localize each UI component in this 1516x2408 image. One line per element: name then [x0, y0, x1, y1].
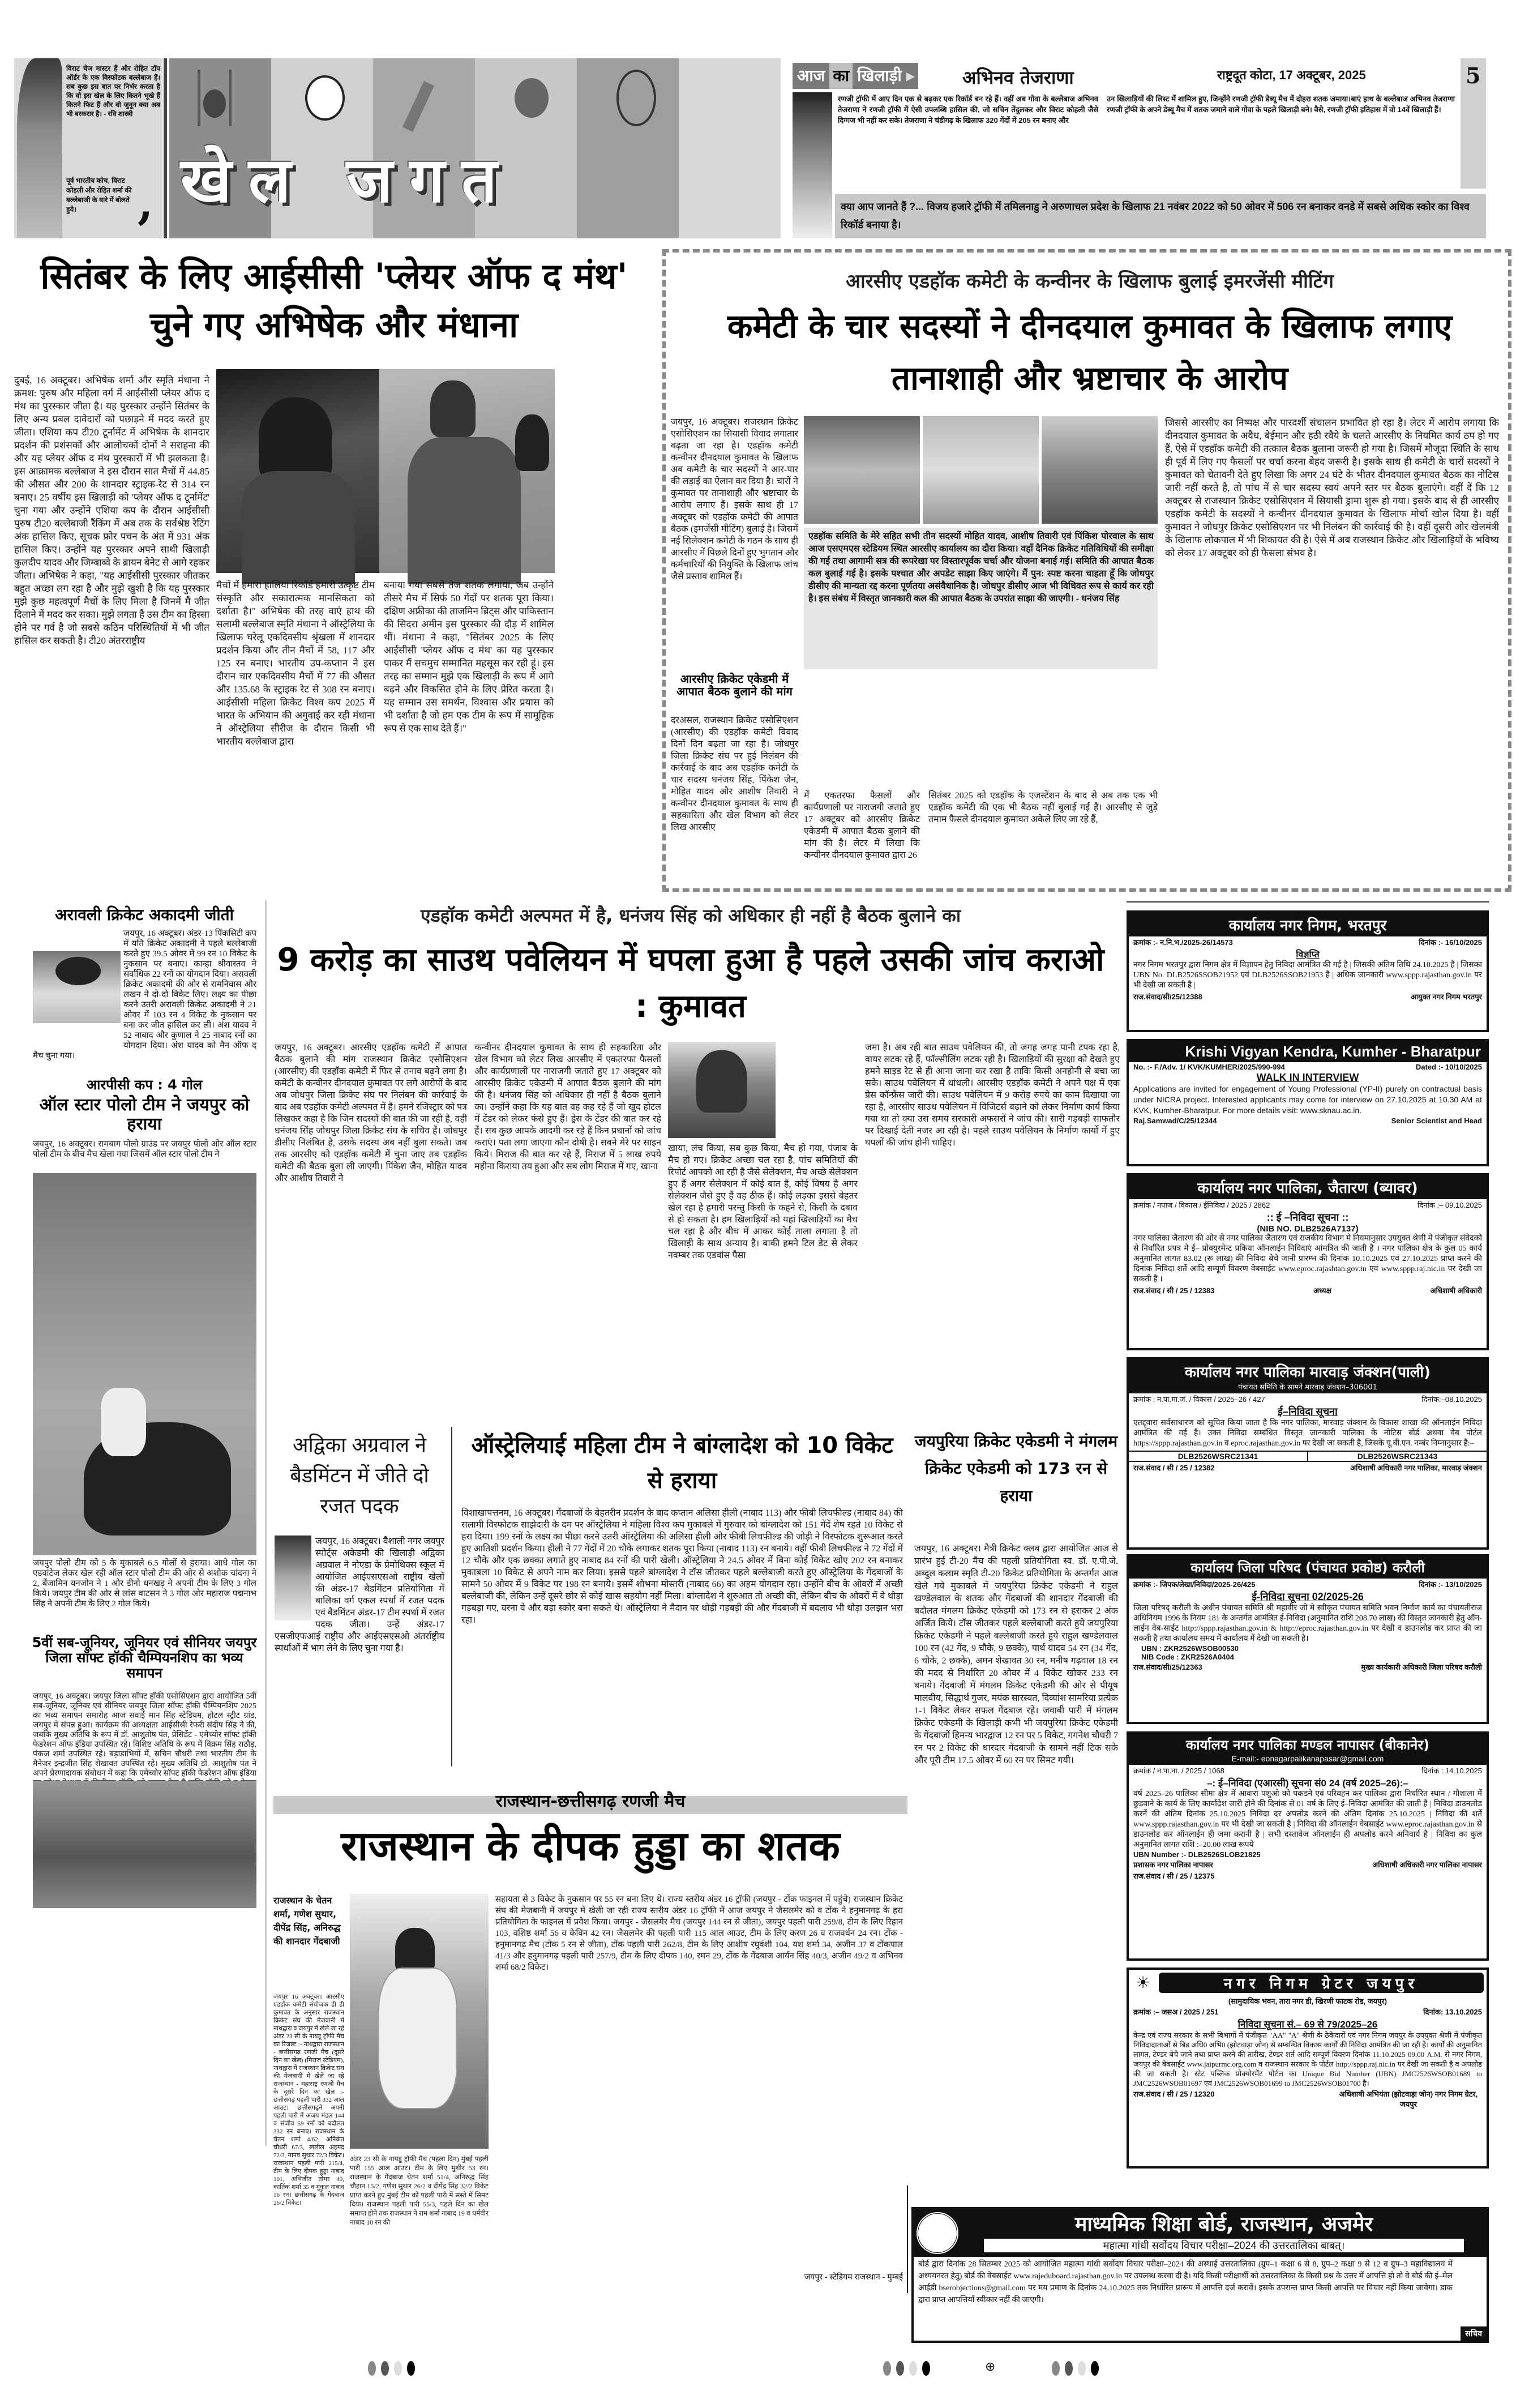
ad-title: Krishi Vigyan Kendra, Kumher - Bharatpur [1129, 1041, 1487, 1062]
left-column-rule [265, 900, 267, 2146]
label-aaj: आज [793, 63, 829, 89]
jaipuria-headline: जयपुरिया क्रिकेट एकेडमी ने मंगलम क्रिकेट एकेडमी को 173 रन से हराया [914, 1432, 1118, 1505]
tennis-icon [616, 70, 656, 126]
quote-mark-icon: , [138, 176, 153, 229]
australia-headline: ऑस्ट्रेलियाई महिला टीम ने बांग्लादेश को 10 विकेट से हराया [471, 1432, 893, 1494]
color-swatch-gray [368, 2361, 376, 2376]
ad-code: राज.संवाद / सी / 25 / 12383 [1133, 1286, 1215, 1295]
ad-signatory: मुख्य कार्यकारी अधिकारी जिला परिषद करौली [1361, 1663, 1482, 1671]
ad-ref: क्रमांक :– जसअ / 2025 / 251 [1133, 2008, 1219, 2016]
badminton-rule [451, 1427, 452, 1767]
color-swatch-dark [381, 2361, 389, 2376]
section-logo: खेल जगत [181, 144, 515, 216]
ad-notice-title: :: ई –निविदा सूचना :: [1266, 1212, 1349, 1223]
ad-title: कार्यालय नगर निगम, भरतपुर [1129, 913, 1487, 936]
rca-meeting-photo-2 [923, 416, 1039, 524]
rca-col3: सितंबर 2025 को एडहॉक के एजस्टेंशन के बाद से अब तक एक भी एडहॉक कमेटी की एक भी बैठक नहीं बुलाई गई है। आरसीए से जुड़े तमाम फैसले दीनदयाल कुमावत अकेले लिए जा रहे हैं, [928, 791, 1158, 824]
ad-jaitaran [1127, 1173, 1489, 1350]
cricket-ball-icon [203, 89, 226, 118]
ad-ubn-2: DLB2526WSRC21343 [1357, 1452, 1438, 1461]
hooda-photo [350, 1894, 489, 2149]
player-col1: रणजी ट्रॉफी में आए दिन एक से बढ़कर एक रिकॉर्ड बन रहे हैं। वहीं अब गोवा के बल्लेबाज अभिनव तेजराणा ने रणजी ट्रॉफी में ऐसी उपलब्धि हासिल की, जो सचिन तेंदुलकर और विराट कोहली जैसे दिग्गज भी नहीं कर सके। तेजराणा ने चंडीगढ़ के खिलाफ 320 गेंदों में 205 रन बनाए और [838, 95, 1098, 125]
label-ka: का [829, 63, 853, 89]
quote-text: विराट चेज मास्टर हैं और रोहित टॉप ऑर्डर के एक विस्फोटक बल्लेबाज हैं। सब कुछ इस बात पर निर्भर करता है कि वो इस खेल के लिए कितने भूखे हैं कितने फिट हैं और वो जुनून क्या अब भी बरकरार है। - रवि शास्त्री [66, 65, 160, 118]
color-swatch-gray [1052, 2361, 1060, 2376]
ad-title: कार्यालय नगर पालिका मारवाड़ जंक्शन(पाली) [1129, 1359, 1487, 1382]
ad-title: माध्यमिक शिक्षा बोर्ड, राजस्थान, अजमेर [961, 2209, 1487, 2237]
jaipuria-text: जयपुर, 16 अक्टूबर। मैत्री क्रिकेट क्लब द्वारा आयोजित आज से प्रारंभ हुई टी-20 मैच की पहली प्रतियोगिता स्व. डॉ. ए.पी.जे. अब्दुल कलाम स्मृति टी-20 क्रिकेट प्रतियोगिता के अन्तर्गत आज खेले गये मुकाबले में जयपुरिया क्रिकेट एकेडमी ने राहुल खण्डेलवाल के शतक और गेंदबाजों की शानदार गेंदबाजी की बदौलत मंगलम क्रिकेट एकेडमी को 173 रन से हराकर 2 अंक अर्जित किये। टॉस जीतकर पहले बल्लेबाजी करते हुये जयपुरिया क्रिकेट एकेडमी ने पहले बल्लेबाजी करते हुये राहुल खण्डेलवाल 100 रन (42 गेंद, 9 चौके, 9 छक्के), पार्थ यादव 54 रन (34 गेंद, 6 चौके, 2 छक्के), अमन शेखावत 30 रन, मनीष गढ़वाल 18 रन की मदद से निर्धारित 20 ओवर में 4 विकेट खोकर 233 रन बनाये। गेंदबाजी में मंगलम क्रिकेट एकेडमी की ओर से पीयूष मालवीय, सिद्धार्थ गुजर, मयंक सारस्वत, दिव्यांश सामरिया प्रत्येक 1-1 विकेट लेकर सफल गेंदबाज रहे। जवाबी पारी में मंगलम क्रिकेट एकेडमी के खिलाड़ी कभी भी जयपुरिया क्रिकेट एकेडमी के गेंदबाजों हिमन्य भारद्वाज 12 रन पर 5 विकेट, गगनेश चौधरी 7 रन पर 2 विकेट की धारदार गेंदबाजी के सामने नहीं टिक सके और पूरी टीम 17.5 ओवर में 60 रन पर सिमट गयी। [914, 1544, 1118, 1765]
icc-col1: दुबई, 16 अक्टूबर। अभिषेक शर्मा और स्मृति मंधाना ने क्रमश: पुरुष और महिला वर्ग में आईसीसी प्लेयर ऑफ द मंथ का पुरस्कार जीता है। यह पुरस्कार उन्होंने सितंबर के लिए अन्य प्रबल दावेदारों को पछाड़ने में मदद करते हुए जीता। एशिया कप टी20 टूर्नामेंट में अभिषेक के शानदार प्रदर्शन की प्रशंसकों और आलोचकों दोनों ने सराहना की और यह प्लेयर ऑफ द मंथ पुरस्कारों में भी झलकता है। इस आक्रामक बल्लेबाज ने इस दौरान सात मैचों में 44.85 की औसत और 200 के शानदार स्ट्राइक-रेट से 314 रन बनाए। 25 वर्षीय इस खिलाड़ी को 'प्लेयर ऑफ द टूर्नामेंट' चुना गया और उन्होंने एशिया कप के दौरान आईसीसी पुरुष टी20 बल्लेबाजी रैंकिंग में अब तक के सर्वश्रेष्ठ रेटिंग अंक हासिल किए, सूचक फ्रोर पचन के अंत में 931 अंक हासिल किए। उन्होंने यह पुरस्कार अपने साथी खिलाड़ी कुलदीप यादव और जिम्बाब्वे के ब्रायन बेनेट से आगे रहकर जीता। अभिषेक ने कहा, "यह आईसीसी पुरस्कार जीतकर बहुत अच्छा लग रहा है और मुझे खुशी है कि यह पुरस्कार मुझे कुछ महत्वपूर्ण मैचों के लिए मिला है जिनमें मैं जीत दिलाने में मदद कर सका। मुझे लगता है उस टीम का हिस्सा होने पर गर्व है जो सबसे कठिन परिस्थितियों में भी जीत हासिल कर सकती है। टी20 अंतरराष्ट्रीय [14, 375, 209, 646]
ad-subtitle: पंचायत समिति के सामने मारवाड़ जंक्शन–306001 [1129, 1382, 1487, 1393]
hockey-text: जयपुर, 16 अक्टूबर। जयपुर जिला सॉफ्ट हॉकी एसोसिएशन द्वारा आयोजित 5वीं सब-जूनियर, जूनियर एवं सीनियर जयपुर जिला सॉफ्ट हॉकी चैम्पियनशिप 2025 का भव्य समापन समारोह आज सवाई मान सिंह स्टेडियम, होटल स्ट्रीट ग्रांड, जयपुर में संपन्न हुआ। कार्यक्रम की अध्यक्षता आईसीसी रेफरी संदीप सिंह ने की, जबकि मुख्य अतिथि के रूप में डॉ. आशुतोष पंत, प्रेसिडेंट - एमेच्योर सॉफ्ट हॉकी फेडरेशन ऑफ इंडिया उपस्थित रहे। विशिष्ट अतिथि के रूप में विक्रम सिंह राठौड़, पंकज शर्मा उपस्थित रहे। बड़ाडाभियों में, सचिन चौधरी तथा भारतीय टीम के मैनेजर इन्द्रजीत सिंह शेखावत उपस्थित रहे। मुख्य अतिथि डॉ. आशुतोष पंत ने अपने प्रेरणादायक संबोधन में कहा कि एमेच्योर सॉफ्ट हॉकी फेडरेशन ऑफ इंडिया [33, 1692, 256, 1778]
ad-subtitle: E-mail:- eonagarpalikanapasar@gmail.com [1129, 1754, 1487, 1765]
header-divider [164, 58, 167, 238]
ad-rbse-ajmer [911, 2207, 1489, 2343]
ad-ubn: UBN : ZKR2526WSOB00530 [1141, 1644, 1239, 1653]
jmc-emblem-icon: ☀ [1136, 1973, 1150, 1992]
rca-col1: जयपुर, 16 अक्टूबर। राजस्थान क्रिकेट एसोसिएशन का सियासी विवाद लगातार बढ़ता जा रहा है। एडहॉक कमेटी कन्वीनर दीनदयाल कुमावत के खिलाफ अब कमेटी के चार सदस्यों ने आर-पार की लड़ाई का ऐलान कर दिया है। चारों ने कुमावत पर तानाशाही और भ्रष्टाचार के आरोप लगाए हैं। इसके साथ ही 17 अक्टूबर को एडहॉक कमेटी की आपात बैठक (इमर्जेंसी मीटिंग) बुलाई है। जिसमें नई सिलेक्शन कमेटी के गठन के साथ ही आरसीए में पिछले दिनों हुए भुगतान और कर्मचारियों की नियुक्ति के खिलाफ जांच जैसे प्रस्ताव शामिल हैं। [671, 417, 798, 581]
ad-signatory: अधिशाषी अधिकारी नगर पालिका नापासर [1372, 1860, 1482, 1869]
ad-title: कार्यालय जिला परिषद (पंचायत प्रकोष्ठ) करौली [1129, 1556, 1487, 1579]
ad-body: जिला परिषद् करौली के अधीन पंचायत समिति श्री महावीर जी मे स्वीकृत पंचायत समिति भवन निर्माण कार्य का पंचायतीराज अधिनियम 1996 के नियम 181 के अन्तर्गत आमंत्रित ई-निविदा (अनुमानित राशि 208.70 लाख) की विस्तृत जानकारी हेतु ऑन-लाईन वेब-साईट http://sppp.rajasthan.gov.in & http://eproc.rajasthan.gov.in पर देखी व डाउनलोड कर प्राप्त की जा सकती है तथा कार्यालय समय में कार्यालय में देखी जा सकती है। [1133, 1604, 1482, 1643]
ad-body: नगर निगम भरतपुर द्वारा निगम क्षेत्र में विज्ञापन हेतु निविदा आमंत्रित की गई है | जिसकी अंतिम तिथि 24.10.2025 है | जिसका UBN No. DLB2526SSOB21952 एवं DLB2526SSOB21953 है | अधिक जानकारी www.sppp.rajasthan.gov.in पर भी देखी जा सकती है | [1133, 961, 1482, 990]
play-arrow-icon: ▶ [906, 63, 918, 89]
ad-notice-title: –: ई–निविदा (एआरसी) सूचना सं0 24 (वर्ष 2025–26):– [1207, 1778, 1408, 1789]
ad-code: Raj.Samwad/C/25/12344 [1133, 1117, 1217, 1125]
ad-title: कार्यालय नगर पालिका, जैतारण (ब्यावर) [1129, 1175, 1487, 1199]
ad-body: केन्द्र एवं राज्य सरकार के सभी बिभागों में पंजीकृत "AA" "A" श्रेणी के ठेकेदारों एवं नगर निगम जयपुर के उपयुक्त श्रेणी में पंजीकृत निविदादाताओं से बिड अधि0 अभि0 (झोटवाड़ा जोन) से सम्बन्धित विकास कार्यों की निविदा आमंत्रित की जा रही है। कार्यों की अनुमानित लागत, टेण्डर बेचे जाने तथा प्राप्त करने की तारीख, टेण्डर शर्त आदि सम्पूर्ण विवरण दिनांक 11.10.2025 09.00 A.M. से नगर निगम, जयपुर की बेबसाईट www.jaipurmc.org.com व राजस्थान सरकार के पोर्टल http://sppp.raj.nic.in पर देखी जा सकती है व अपलोड की जा सकती है। स्टेट पब्लिक प्रोक्योरमेंट पोर्टल का Unique Bid Number (UBN) JMC2526WSOB01689 to JMC2526WSOB01697 एवं JMC2526WSOB01699 to JMC2526WSOB01700 है। [1133, 2031, 1482, 2088]
mandhana-photo [379, 369, 555, 573]
abhishek-photo [216, 369, 379, 573]
ads-top-rule [1127, 901, 1489, 903]
player-name: अभिनव तेजराणा [962, 67, 1074, 88]
ad-karauli [1127, 1554, 1489, 1724]
ranji-kicker: राजस्थान-छत्तीसगढ़ रणजी मैच [495, 1791, 686, 1811]
ad-ref: क्रमांक :- न.नि.भ./2025-26/14573 [1133, 938, 1233, 947]
pavilion-col1: जयपुर, 16 अक्टूबर। आरसीए एडहॉक कमेटी में आपात बैठक बुलाने की मांग राजस्थान क्रिकेट एसोसिएशन (आरसीए) की एडहॉक कमेटी में फिर से तनाव बढ़ने लगा है। कमेटी के कन्वीनर दीनदयाल कुमावत पर लगे आरोपों के बाद अब जोधपुर जिला क्रिकेट संघ पर निलंबन की कार्रवाई के बाद अब एडहॉक कमेटी अल्पमत में है। हमने रजिस्ट्रार को पत्र लिखकर कहा है कि जिन सदस्यों की बात की जा रही है, वही धनंजय सिंह जोधपुर जिला क्रिकेट संघ के सचिव हैं। जोधपुर डीसीए निलंबित है, उसके सदस्य अब नहीं बुला सकते। जब तक आरसीए को एडहॉक कमेटी में चुना जाए तब एडहॉक कमेटी की बैठक बुला ली जाएगी। पिंकेश जैन, मोहित यादव और आशीष तिवारी ने [275, 1043, 467, 1183]
rca-quote-text: एडहॉक समिति के मेरे सहित सभी तीन सदस्यों मोहित यादव, आशीष तिवारी एवं पिंकिश पोरवाल के साथ आज एसएमएस स्टेडियम स्थित आरसीए कार्यालय का दौरा किया। वहाँ दैनिक क्रिकेट गतिविधियों की समीक्षा की गई तथा आगामी सत्र की रूपरेखा पर विस्तारपूर्वक चर्चा और योजना बनाई गई। समिति की आपात बैठक कल बुलाई गई है। इसके पश्चात और अपडेट साझा किए जाएंगे। मैं पुन: स्पष्ट करना चाहता हूँ कि जोधपुर डीसीए की मान्यता रद्द करना पूर्णतया असंवैधानिक है। जोधपुर डीसीए आज भी विधिवत रूप से कार्य कर रही है। इस संबंध में विस्तृत जानकारी कल की आपात बैठक के उपरांत साझा की जाएगी। - धनंजय सिंह [808, 532, 1154, 604]
australia-text: विशाखापत्तनम, 16 अक्टूबर। गेंदबाजों के बेहतरीन प्रदर्शन के बाद कप्तान अलिसा हीली (नाबाद 113) और फीबी लिचफील्ड (नाबाद 84) की सलामी विस्फोटक साझेदारी के दम पर ऑस्ट्रेलिया ने महिला विश्व कप मुकाबले में गुरुवार को बांग्लादेश को 151 गेंदें शेष रहते 10 विकेट से हरा दिया। 199 रनों के लक्ष्य का पीछा करने उतरी ऑस्ट्रेलिया की अलिसा हीली और फीबी लिचफील्ड की जोड़ी ने विस्फोटक शुरूआत करते हुए आतिशी प्रदर्शन किया। हीली ने 77 गेंदों में 20 चौके लगाकर शतक पूरा किया (नाबाद 113) रन बनाये। वहीं फीबी लिचफील्ड ने 72 गेंदों में 12 चौके और एक छक्का लगाते हुए नाबाद 84 रनों की पारी खेली। ऑस्ट्रेलिया ने 24.5 ओवर में बिना कोई विकेट खोए 202 रन बनाकर मुकाबला 10 विकेट से अपने नाम कर लिया। इससे पहले बांग्लादेश ने टॉस जीतकर पहले बल्लेबाजी करते हुए ऑस्ट्रेलिया के गेंदबाजों के सामने 50 ओवर में 9 विकेट पर 198 रन बनाये। इसमें शोभना मोस्तरी (नाबाद 66) का अहम योगदान रहा। उन्होंने बीच के ओवरों में अच्छी बल्लेबाजी की, लेकिन उन्हें दूसरे छोर से कोई खास सहयोग नहीं मिला। बांग्लादेश ने शुरुआत तो अच्छी की, लेकिन बीच के ओवरों में वे थोड़ा गड़बड़ा गए, वरना वे और बड़ा स्कोर बना सकते थे। ऑस्ट्रेलिया ने मैदान पर थोड़ी गड़बड़ी की और गेंदबाजी में बदलाव भी थोड़ा उलझन भरा रहा। [461, 1508, 903, 1625]
ad-notice-title: ई–निविदा सूचना [1278, 1406, 1338, 1417]
badminton-headline: अद्विका अग्रवाल ने बैडमिंटन में जीते दो रजत पदक [290, 1433, 429, 1517]
ad-kvk-kumher [1127, 1039, 1489, 1166]
ad-notice-title: निविदा सूचना सं.– 69 से 79/2025–26 [1237, 2019, 1378, 2030]
polo-kicker: आरपीसी कप : 4 गोल [86, 1077, 203, 1093]
pavilion-headline: 9 करोड़ का साउथ पवेलियन में घपला हुआ है पहले उसकी जांच कराओ : कुमावत [277, 942, 1104, 1025]
ad-code: राज.संवाद / सी / 25 / 12320 [1133, 2090, 1215, 2098]
rca-col2: में एकतरफा फैसलों और कार्यप्रणाली पर नाराजगी जताते हुए 17 अक्टूबर को आरसीए क्रिकेट एकेडमी में आपात बैठक बुलाने की मांग की है। लेटर में लिखा कि कन्वीनर दीनदयाल कुमावत द्वारा 26 [804, 791, 920, 860]
rca-col1b: दरअसल, राजस्थान क्रिकेट एसोसिएशन (आरसीए) की एडहॉक कमेटी विवाद दिनों दिन बढ़ता जा रहा है। जोधपुर जिला क्रिकेट संघ पर हुई निलंबन की कार्रवाई के बाद अब एडहॉक कमेटी के चार सदस्य धनंजय सिंह, पिंकेश जैन, मोहित यादव और आशीष तिवारी ने कन्वीनर दीनदयाल कुमावत के साथ ही सहकारिता और खेल विभाग को लेटर लिख आरसीए [671, 716, 798, 832]
board-seal-icon [916, 2212, 959, 2255]
color-swatch-black [1091, 2361, 1099, 2376]
ad-title: नगर निगम ग्रेटर जयपुर [1159, 1973, 1484, 1993]
ad-greater-jaipur [1127, 1968, 1489, 2169]
hooda-photo-caption: जयपुर - स्टेडियम राजस्थान - मुम्बई [804, 2272, 903, 2281]
ad-code: राज.संवाद / सी / 25 / 12382 [1133, 1464, 1215, 1472]
player-photo [793, 92, 832, 238]
rca-headline: कमेटी के चार सदस्यों ने दीनदयाल कुमावत के खिलाफ लगाए तानाशाही और भ्रष्टाचार के आरोप [727, 307, 1453, 397]
ad-signatory: अधिशाषी अधिकारी नगर पालिका, मारवाड़ जंक्शन [1350, 1464, 1482, 1472]
badminton-text [275, 1536, 444, 1765]
color-swatch-dark [1065, 2361, 1073, 2376]
ad-code: राज.संवाद / सी / 25 / 12375 [1133, 1872, 1215, 1880]
pavilion-col2: कन्वीनर दीनदयाल कुमावत के साथ ही सहकारिता और खेल विभाग को लेटर लिख आरसीए में एकतरफा फैसलों और कार्यप्रणाली पर नाराजगी जताते हुए 17 अक्टूबर को आरसीए क्रिकेट एकेडमी में आपात बैठक बुलाने की मांग की है। धनंजय सिंह को अधिकार ही नहीं है बैठक बुलाने का। उन्होंने कहा कि यह बात वह कह रहे हैं जो खुद होटल में टेंडर को लेकर फंसे हुए हैं। ड्रेस के टेंडर की बात कर रहे हैं। सब कुछ आपके आदमी कर रहे हैं किन प्रधानों को जांच कराएं। पता लगा जाएगा कौन दोषी है। सबने मेरे पर साइन किये। मिराज की बात कर रहे हैं, मिराज में 5 लाख रुपये महीना किराया तय हुआ और सब लोग मिराज में गए, खाना [474, 1043, 661, 1171]
ad-nagar-nigam-bharatpur [1127, 910, 1489, 1032]
color-swatch-dark [896, 2361, 904, 2376]
aravali-headline: अरावली क्रिकेट अकादमी जीती [55, 905, 234, 924]
player-of-day [787, 58, 1486, 238]
icc-col3: बनाया गया सबसे तेज शतक लगाया, जब उन्होंने तीसरे मैच में सिर्फ 50 गेंदों पर शतक पूरा किया। दक्षिण अफ्रीका की ताजमिन ब्रिट्स और पाकिस्तान की सिदरा अमीन इस पुरस्कार की दौड़ में शामिल थीं। मंधाना ने कहा, "सितंबर 2025 के लिए आईसीसी 'प्लेयर ऑफ द मंथ' का यह पुरस्कार पाकर मैं सचमुच सम्मानित महसूस कर रही हूं। इस तरह का सम्मान मुझे एक खिलाड़ी के रूप में आगे बढ़ने और विकसित होने के लिए प्रेरित करता है। यह सम्मान उस समर्थन, विश्वास और प्रयास को भी दर्शाता है जो हम एक टीम के रूप में सामूहिक रूप से एक साथ देते हैं।" [384, 580, 554, 734]
ad-nib: NIB Code : ZKR2526A0404 [1141, 1653, 1234, 1661]
icc-col2: मैचों में हमारा हालिया रिकॉर्ड हमारी उत्कृष्ट टीम संस्कृति और सकारात्मक मानसिकता को दर्शाता है।" अभिषेक की तरह वाएं हाथ की सलामी बल्लेबाज स्मृति मंधाना ने ऑस्ट्रेलिया के खिलाफ घरेलू एकदिवसीय श्रृंखला में शानदार प्रदर्शन किया और तीन मैचों में 58, 117 और 125 रन बनाए। भारतीय उप-कप्तान ने इस दौरान चार एकदिवसीय मैचों में 77 की औसत और 135.68 के स्ट्राइक रेट से 308 रन बनाए। आईसीसी महिला क्रिकेट विश्व कप 2025 में भारत के अभियान की अगुवाई कर रही मंधाना ने ऑस्ट्रेलिया सीरीज के दौरान किसी भी भारतीय बल्लेबाज द्वारा [216, 580, 375, 747]
pavilion-col4: जमा है। अब रही बात साउथ पवेलियन की, तो जगह जगह पानी टपक रहा है, वायर लटक रहे हैं, फॉल्सीलिंग लटक रही है। खिलाड़ियों की सुरक्षा को देखते हुए हमने साइड रेट से ही आना जाना कर रखा है ताकि किसी अनहोनी से बचा जा सके। साउथ पवेलियन में धांधली। आरसीए एडहॉक कमेटी ने अपने पक्ष में एक प्रेस कॉन्फ्रेंस जारी की। साउथ पवेलियन में 9 करोड़ रुपये का काम दिखाया जा रहा है, आरसीए साउथ पवेलियन में विजिटर्स बढ़ाने को लेकर निर्माण कार्य किया गया था तो क्या उस समय सरकारी अफसरों ने जांच की। सारी गड़बड़ी साफतौर पर दिखाई देती नजर आ रही है। पहले साउथ पवेलियन के निर्माण कार्यों में हुए घपलों की जांच होनी चाहिए। [865, 1043, 1120, 1148]
ad-signatory: Senior Scientist and Head [1391, 1117, 1482, 1125]
ad-ref: क्रमांक : न.पा.मा.जं. / विकास / 2025–26 / 427 [1133, 1395, 1265, 1404]
color-swatch-light [394, 2361, 402, 2376]
ad-marwar-junction [1127, 1357, 1489, 1550]
basketball-icon [515, 78, 549, 118]
ad-subtitle: (सामुदायिक भवन, तारा नगर डी, खिरणी फाटक रोड, जयपुर) [1228, 1997, 1387, 2005]
header-band [14, 58, 1486, 238]
color-swatch-black [407, 2361, 415, 2376]
ad-body: बोर्ड द्वारा दिनांक 28 सितम्बर 2025 को आयोजित महात्मा गांधी सर्वोदय विचार परीक्षा–2024 की अस्थाई उत्तरतालिका (ग्रुप–1 कक्षा 6 से 8, ग्रुप–2 कक्षा 9 से 12 व ग्रुप–3 महाविद्यालय में अध्ययनरत हेतु) बोर्ड की वेबसाईट www.rajeduboard.rajasthan.gov.in पर उपलब्ध करवा दी है। यदि किसी परीक्षार्थी को उत्तरतालिका के किसी प्रश्न के उत्तर में आपत्ति हो तो वे बोर्ड की ई–मेल आईडी bserobjections@gmail.com पर मय प्रमाण के दिनांक 24.10.2025 तक निर्धारित प्रारूप में आपत्ति दर्ज करावें। इसके उपरान्त प्राप्त किसी आपत्ति पर विचार नहीं किया जावेगा। डाक द्वारा प्राप्त आपत्तियाँ स्वीकार नहीं की जाएगी। [918, 2260, 1453, 2304]
did-you-know-text: क्या आप जानते हैं ?... विजय हजारे ट्रॉफी में तमिलनाडु ने अरुणाचल प्रदेश के खिलाफ 21 नवंबर 2022 को 50 ओवर में 506 रन बनाकर वनडे में सबसे अधिक स्कोर का विश्व रिकॉर्ड बनाया है। [841, 201, 1470, 230]
ad-code: राज.संवाद/सी/25/12388 [1133, 993, 1202, 1001]
ad-date: दिनांक : 14.10.2025 [1421, 1767, 1482, 1775]
football-icon [305, 75, 345, 121]
ad-left-sign: प्रशासक नगर पालिका नापासर [1133, 1860, 1213, 1869]
ranji-col1: जयपुर 16 अक्टूबर। आरसीए एडहॉक कमेटी संयोजक डी डी कुमावत के अनुसार राजस्थान क्रिकेट संघ की मेजबानी में नाथद्वारा व जयपुर में खेले जा रहे अंडर 23 सी के नायडू ट्रॉफी मैच का रिजल्ट :- नाथद्वारा राजस्थान - छत्तीसगढ़ रणजी मैच (दूसरे दिन का खेल) (मिराज स्टेडियम), नाथद्वारा में राजस्थान क्रिकेट संघ की मेजबानी में खेले जा रहे राजस्थान - महाराष्ट्र रणजी मैच के दूसरे दिन का खेल :- छत्तीसगढ़ पहली पारी 332 आल आउट। छत्तीसगढ़ने अपनी पहली पारी में अजय मंडल 144 व संजीव 59 रनों को बदौलत 332 रन बनाए। राजस्थान के चेतन शर्मा 4/62, अनिकेत चौधरी 67/3, खलील अहमद 72/3, मानव सुथार 72/3 विकेट। राजस्थान पहली पारी 215/4, टीम के लिए दीपक हुड्डा नाबाद 101, अभिजीत तोमर 49, कार्तिक शर्मा 35 व मुकुल नाबाद 16 रन। छत्तीसगढ़ के गेंदबाज 26/2 विकेट। [273, 1994, 344, 2206]
ad-date: Dated :- 10/10/2025 [1415, 1063, 1482, 1071]
player-col2: उन खिलाड़ियों की लिस्ट में शामिल हुए, जिन्होंने रणजी ट्रॉफी डेब्यू मैच में दोहरा शतक जमाया।बाएं हाथ के बल्लेबाज अभिनव तेजराणा रणजी ट्रॉफी के अपने डेब्यू मैच में शतक जमाने वाले गोवा के पहले खिलाड़ी बने। वैसे, रणजी ट्रॉफी इतिहास में वो 14वें खिलाड़ी हैं। [1107, 95, 1455, 114]
ad-ref: No. :- F./Adv. 1/ KVK/KUMHER/2025/990-994 [1133, 1063, 1285, 1071]
ranji-col2: अंडर 23 सी के नायडू ट्रॉफी मैच (पहला दिन) मुंबई पहली पारी 155 आल आउट। टीम के लिए मुशीर 53 रन। राजस्थान के गेंदबाज चेतन शर्मा 51/4, अनिरुद्ध सिंह चौहान 15/2, गणेश सुथार 26/2 व दीपेंद्र सिंह 32/2 विकेट प्राप्त करने हुए मुंबई टीम को पहली पारी में सस्ते में सिमट दिया। राजस्थान पहली पारी 55/3, पहले दिन का खेल समाप्त होने तक राजस्थान ने राम शर्मा नाबाद 19 व धर्मवीर नाबाद 10 रन की [350, 2155, 489, 2226]
page-number: 5 [1466, 63, 1481, 88]
quote-caption: पूर्व भारतीय कोच, विराट कोहली और रोहित शर्मा की बल्लेबाजी के बारे में बोलते हुये। [66, 177, 132, 213]
pavilion-kicker: एडहॉक कमेटी अल्पमत में है, धनंजय सिंह को अधिकार ही नहीं है बैठक बुलाने का [420, 905, 961, 926]
color-swatch-black [922, 2361, 930, 2376]
ad-signatory: अधिशाषी अभियंता (झोटवाड़ा जोन) नगर निगम ग्रेटर, जयपुर [1339, 2090, 1478, 2108]
color-swatch-gray [883, 2361, 891, 2376]
rca-col4: जिससे आरसीए का निष्पक्ष और पारदर्शी संचालन प्रभावित हो रहा है। लेटर में आरोप लगाया कि दीनदयाल कुमावत के अवैध, बेईमान और हठी रवैये के चलते आरसीए के नियमित कार्य ठप हो गए हैं, ऐसे में एडहॉक कमेटी की तत्काल बैठक बुलाना जरूरी हो गया है। जिसमें मौजूदा स्थिति के साथ ही पूर्व में लिए गए फैसलों पर चर्चा करना बेहद जरूरी है। इसके साथ ही कमेटी के चारों सदस्यों ने कुमावत को चेतावनी देते हुए लिखा कि अगर 24 घंटे के भीतर दीनदयाल कुमावत बैठक का नोटिस जारी नहीं करते है, तो पांच में से चार सदस्य स्वयं अपने स्तर पर बैठक बुलाएंगे। वहीं दें कि 12 अक्टूबर से राजस्थान क्रिकेट एसोसिएशन में सियासी ड्रामा शुरू हो गया। इसके बाद से ही आरसीए एडहॉक कमेटी के सदस्यों ने कन्वीनर दीनदयाल कुमावत के खिलाफ मोर्चा खोल दिया है। वहीं कुमावत ने जोधपुर क्रिकेट एसोसिएशन पर भी निलंबन की कार्रवाई की है। वहीं दूसरी ओर खेलमंत्री के खिलाफ लोकपाल में भी शिकायत की है। ऐसे में अब राजस्थान क्रिकेट और खिलाड़ियों के भविष्य को लेकर 17 अक्टूबर को ही फैसला संभव है। [1165, 417, 1499, 558]
aravali-text [33, 929, 256, 1076]
ad-code: राज.संवाद/सी/25/12363 [1133, 1663, 1202, 1671]
polo-headline: ऑल स्टार पोलो टीम ने जयपुर को हराया [39, 1095, 250, 1134]
player-of-day-label [793, 63, 918, 89]
kumawat-photo [668, 1042, 776, 1138]
ad-date: दिनांक :– 09.10.2025 [1417, 1201, 1482, 1209]
ad-date: दिनांक :- 16/10/2025 [1419, 938, 1482, 947]
edition-line: राष्ट्रदूत कोटा, 17 अक्टूबर, 2025 [1217, 68, 1366, 82]
ad-body: वर्ष 2025–26 पालिका सीमा क्षेत्र में आवारा पशुओ को पकडने एवं परिवहन कर पालिका द्वारा निर्धारित स्थान / गौशाला में छुडवाने के कार्य के लिए कार्यादेश जारी होने की दिनांक से 01 वर्ष के लिए ई–निविदा आमंत्रित की जाती है | निविदा डाउनलोड करनें की अंतिम दिनांक 25.10.2025 निविदा दर अपलोड करने की अंतिम दिनांक 25.10.2025 | निविदा की शर्ते www.sppp.rajasthan.gov.in पर भी देखी जा सकती है | निविदा की ऑनलाईन वेबसाईट www.eproc.rajasthan.gov.in से डाउनलोड कर ऑनलाईन ही जमा करानी है | सभी दस्तावेज ऑनलाईन ही अपलोड करने अनिवार्य है | निविदा का कुल अनुमानित लागत राशि :–20.00 लाख रूपये [1133, 1790, 1482, 1849]
ad-body: नगर पालिका जैतारण की ओर से नगर पालिका जैतारण एवं राजकीय विभाग मे नियमानुसार उपयुक्त श्रेणी मे पंजीकृत संवेदको से निर्धारित प्रपत्र मे ई– प्रोक्युरमेन्ट प्रकिया ऑनलाईन निविदाएं आंमत्रित की जाती है । नगर पालिका क्षेत्र के कुल 05 कार्य अनुमानित लागत 83.02 (रू लाख) की निविदा बेचे जानी प्रारम्भ की दिनांक 10.10.2025 एवं 27.10.2025 प्राप्त करने की दिनांक निविदा शर्ते आदि सम्पूर्ण विवरण वेबसाईट www.eproc.rajashtan.gov.in एवं www.sppp.raj.nic.in पर देखी जा सकती है । [1133, 1234, 1482, 1284]
ravi-shastri-photo [17, 58, 62, 238]
ad-date: दिनांक:–08.10.2025 [1421, 1395, 1482, 1404]
ad-signatory: सचिव [1461, 2326, 1487, 2341]
ad-signatory: आयुक्त नगर निगम भरतपुर [1410, 993, 1482, 1001]
ad-notice-sub: (NIB NO. DLB2526A7137) [1257, 1224, 1359, 1234]
badminton-text-body: जयपुर, 16 अक्टूबर। वैशाली नगर जयपुर स्पोर्ट्स अकेडमी की खिलाड़ी अद्विका अग्रवाल ने नोएडा के प्रेमोथिक्स स्कूल में आयोजित आईएसएसओ राष्ट्रीय खेलों की अंडर-17 बैडमिंटन प्रतियोगिता में बालिका वर्ग एकल स्पर्धा में रजत पदक एवं बैडमिंटन अंडर-17 टीम स्पर्धा में रजत पदक जीता। उन्हें अंडर-17 एसजीएफआई राष्ट्रीय और आईएसएसओ अंतर्राष्ट्रीय स्पर्धाओं में भाग लेने के लिए चुना गया है। [275, 1537, 444, 1653]
ad-napasar [1127, 1731, 1489, 1961]
ad-date: दिनांक :- 13/10/2025 [1419, 1580, 1482, 1589]
ad-middle: अध्यक्ष [1313, 1286, 1331, 1295]
polo-text-top: जयपुर, 16 अक्टूबर। रामबाग पोलो ग्राउंड पर जयपुर पोलो ओर ऑल स्टार पोलो टीम के बीच मैच खेला गया जिसमें ऑल स्टार पोलो टीम ने [33, 1140, 256, 1159]
color-swatch-light [1078, 2361, 1086, 2376]
aravali-text-body: जयपुर, 16 अक्टूबर। अंडर-13 पिंकसिटी कप में यति क्रिकेट अकादमी ने पहले बल्लेबाजी करते हुए 39.5 ओवर में 99 रन 10 विकेट के नुकसान पर बनाएं। कान्हा श्रीवास्तव ने सर्वाधिक 22 रनों का योगदान दिया। अरावली क्रिकेट अकादमी की ओर से रामनिवास और लखन ने दो-दो विकेट लिए। लक्ष्य का पीछा करने उतरी अरावली क्रिकेट अकादमी ने 21 ओवर में 103 रन 4 विकेट के नुकसान पर बना कर जीत हासिल कर ली। अंश यादव ने 52 नाबाद और कुणाल ने 25 नाबाद रनों का योगदान दिया। अंश यादव को मैन ऑफ द मैच चुना गया। [33, 929, 256, 1060]
rca-member-photo [1042, 416, 1158, 524]
label-khiladi: खिलाड़ी [853, 63, 906, 89]
ranji-side-head: राजस्थान के चेतन शर्मा, गणेश सुथार, दीपेंद्र सिंह, अनिरुद्ध की शानदार गेंदबाजी [273, 1895, 341, 1947]
rca-kicker: आरसीए एडहॉक कमेटी के कन्वीनर के खिलाफ बुलाई इमरजेंसी मीटिंग [846, 270, 1334, 293]
ad-title: कार्यालय नगर पालिका मण्डल नापासर (बीकानेर) [1129, 1734, 1487, 1754]
pavilion-col3: खाया, लंच किया, सब कुछ किया, मैच हो गया, पंजाब के मैच हो गए। क्रिकेट अच्छा चल रहा है, पांच समितियों की रिपोर्ट आपको आ रही है जैसे सेलेक्शन, मैच अच्छे सेलेक्शन हुए हैं अगर सेलेक्शन में कोई बात है, कोई विषय है अगर सेलेक्शन जैसे हुए हैं वह ठीक हैं। कोई लड़का इससे बेहतर खेल रहा है हमारी परन्तु किसी के कहने से, किसी के दबाव से हो सकता है। हम खिलाड़ियों को यहां खिलाड़ियों का मैच चल रहा है और बीच में आकर कोई ताला लगाता है तो खिलाड़ी के साथ अन्याय है। बाकी हमने टिल डेट से लेकर नवम्बर तक एडवांस पैसा [668, 1144, 858, 1260]
hockey-photo [33, 1781, 256, 1908]
ad-ref: क्रमांक / नपाज / विकास / ईनिविदा / 2025 / 2862 [1133, 1201, 1270, 1209]
polo-text-bottom: जयपुर पोलो टीम को 5 के मुकाबले 6.5 गोलों से हराया। आधे गोल का एडवांटेज लेकर खेल रही ऑल स्टार पोलो टीम की ओर से अशोक चांदना ने 2, बेंजामिन यनजोन ने 1 ओर डीनो धनखड़ ने अपनी टीम के लिए 3 गोल किये। जयपुर टीम की ओर से लांस वाटसन ने 3 गोल ओर महाराज पद्मनाभ सिंह ने अपनी टीम के लिए 2 गोल किये। [33, 1559, 256, 1609]
hockey-headline: 5वीं सब-जूनियर, जूनियर एवं सीनियर जयपुर जिला सॉफ्ट हॉकी चैम्पियनशिप का भव्य समापन [32, 1635, 257, 1681]
polo-photo [33, 1173, 256, 1555]
ad-ref: क्रमांक :- जिपक/लेखा/निविदा/2025-26/425 [1133, 1580, 1256, 1589]
ad-notice-title: विज्ञप्ति [1296, 950, 1320, 960]
ad-ubn: UBN Number :- DLB2526SLOB21825 [1133, 1850, 1261, 1859]
ad-ref: क्रमांक / न.पा.ना. / 2025 / 1068 [1133, 1767, 1224, 1775]
ad-notice-title: WALK IN INTERVIEW [1256, 1072, 1359, 1083]
ad-body: Applications are invited for engagement of Young Professional (YP-II) purely on contractual basis under NICRA project. Interested applicants may come for interview on 27.10.2025 at 10.30 AM at KVK, Kumher-Bharatpur. For more details visit: www.sknau.ac.in. [1133, 1084, 1482, 1115]
rca-meeting-photo [804, 416, 920, 524]
ranji-col3: सहायता से 3 विकेट के नुकसान पर 55 रन बना लिए थे। राज्य स्तरीय अंडर 16 ट्रॉफी (जयपुर - टोंक फाइनल में पहुंचे) राजस्थान क्रिकेट संघ की मेजबानी में जयपुर में खेली जा रही राज्य स्तरीय अंडर 16 ट्रॉफी में आज जयपुर ने जैसलमेर को व टोंक ने हनुमानगढ़ के हरा प्रतियोगिता के फाइनल में प्रवेश किया। जयपुर - जैसलमेर मैच (जयपुर 144 रन से जीता), जयपुर पहली पारी 259/8, टीम के लिए रिहान 103, वशिष्ठ शर्मा 56 व केविन 42 रन। जैसलमेर की पहली पारी 115 आल आउट, टीम के लिए करण 26 व राजवर्धन 24 रन। टोंक - हनुमानगढ़ मैच (टोंक 5 रन से जीता), टोंक पहली पारी 262/8, टीम के लिए आशीष रघुवंशी 104, यश शर्मा 34, अजीन 37 व टोंकपाल 41/3 और हनुमानगढ़ पहली पारी 257/9, टीम के लिए दीपक 140, रमन 29, टोंक के गेंदबाज आर्यन सिंह 40/3, अजीन 49/2 व अभिनव शर्मा 68/2 विकेट। [495, 1895, 903, 1972]
icc-headline: सितंबर के लिए आईसीसी 'प्लेयर ऑफ द मंथ' चुने गए अभिषेक और मंधाना [40, 255, 628, 345]
ad-signatory: अधिशाषी अधिकारी [1430, 1286, 1482, 1295]
ads-left-rule [907, 2185, 908, 2293]
ranji-headline: राजस्थान के दीपक हुड्डा का शतक [341, 1822, 840, 1870]
ad-ubn-1: DLB2526WSRC21341 [1129, 1452, 1308, 1461]
ad-notice-title: ई-निविदा सूचना 02/2025-26 [1252, 1591, 1364, 1602]
rca-subhead: आरसीए क्रिकेट एकेडमी में आपात बैठक बुलाने की मांग [676, 672, 793, 699]
ad-body: एतद्द्वारा सर्वसाधारण को सूचित किया जाता है कि नगर पालिका, मारवाड़ जंक्शन के विकास शाखा की ऑनलाईन निविदा आमंत्रित की गई है। उक्त निविदा सम्बंधित विस्तृत जानकारी पालिका के नोटिस बोर्ड अथवा वेब पोर्टल https://sppp.rajasthan.gov.in व eproc.rajasthan.gov.in पर देखी जा सकती है, जिसके यू.बी.एन. नम्बंर निम्नानुसार है:– [1133, 1419, 1482, 1448]
ad-date: दिनांक: 13.10.2025 [1423, 2008, 1482, 2016]
registration-mark-icon: ⊕ [985, 2360, 996, 2374]
ad-subtitle: महात्मा गांधी सर्वोदय विचार परीक्षा–2024 की उत्तरतालिका बाबत्। [984, 2239, 1464, 2252]
color-swatch-light [909, 2361, 917, 2376]
sports-logo-band [169, 58, 781, 238]
